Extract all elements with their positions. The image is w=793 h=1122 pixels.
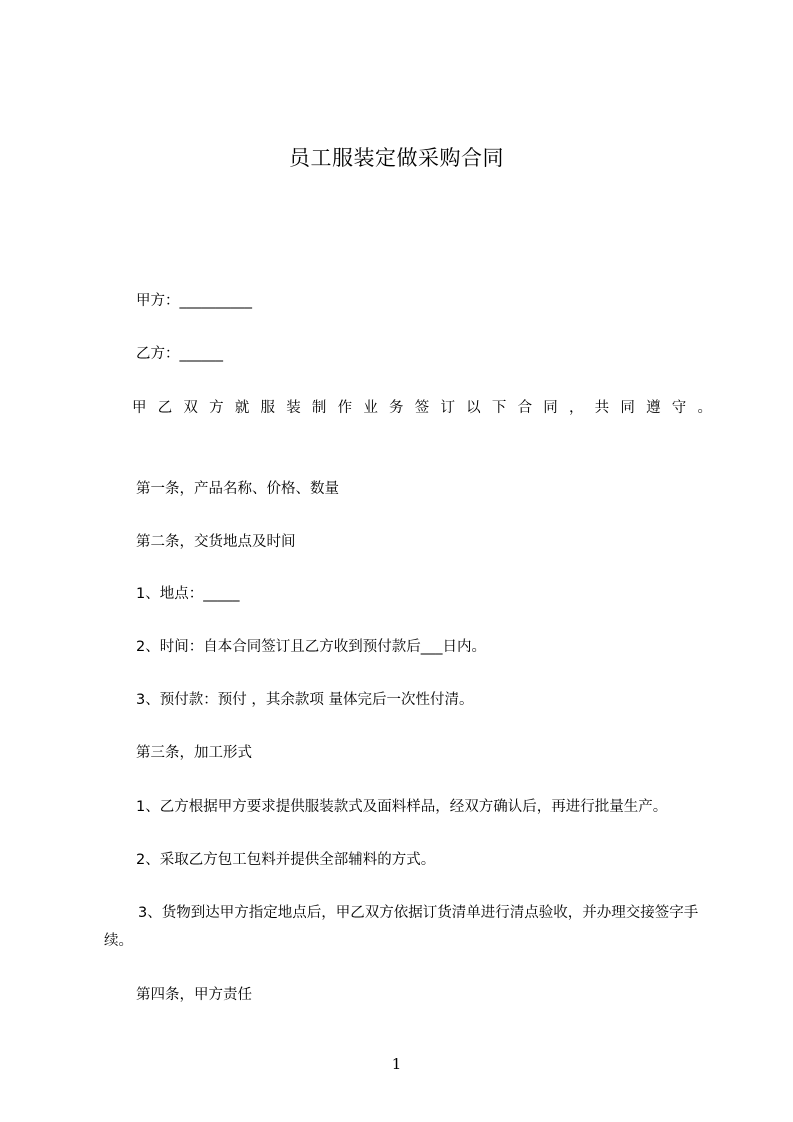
article-3-item-1: 1、乙方根据甲方要求提供服装款式及面料样品，经双方确认后，再进行批量生产。 xyxy=(136,799,668,815)
article-4-heading: 第四条，甲方责任 xyxy=(136,987,252,1003)
party-a-line: 甲方：__________ xyxy=(136,293,252,309)
article-2-item-2: 2、时间：自本合同签订且乙方收到预付款后___日内。 xyxy=(136,639,486,655)
article-3-item-3 xyxy=(104,899,714,955)
preamble-text: 甲 乙 双 方 就 服 装 制 作 业 务 签 订 以 下 合 同 ， 共 同 遵 守 。 xyxy=(132,400,712,416)
article-1-heading: 第一条，产品名称、价格、数量 xyxy=(136,481,339,497)
article-3-heading: 第三条，加工形式 xyxy=(136,745,252,761)
page-number: 1 xyxy=(391,1055,402,1073)
article-2-item-1: 1、地点：_____ xyxy=(136,586,240,602)
article-3-item-2: 2、采取乙方包工包料并提供全部辅料的方式。 xyxy=(136,852,436,868)
article-3-item-3-text: 3、货物到达甲方指定地点后，甲乙双方依据订货清单进行清点验收，并办理交接签字手续。 xyxy=(104,905,699,949)
party-b-line: 乙方：______ xyxy=(136,346,223,362)
document-title: 员工服装定做采购合同 xyxy=(289,146,504,170)
article-2-heading: 第二条，交货地点及时间 xyxy=(136,534,296,550)
article-2-item-3: 3、预付款：预付 ，其余款项 量体完后一次性付清。 xyxy=(136,692,474,708)
